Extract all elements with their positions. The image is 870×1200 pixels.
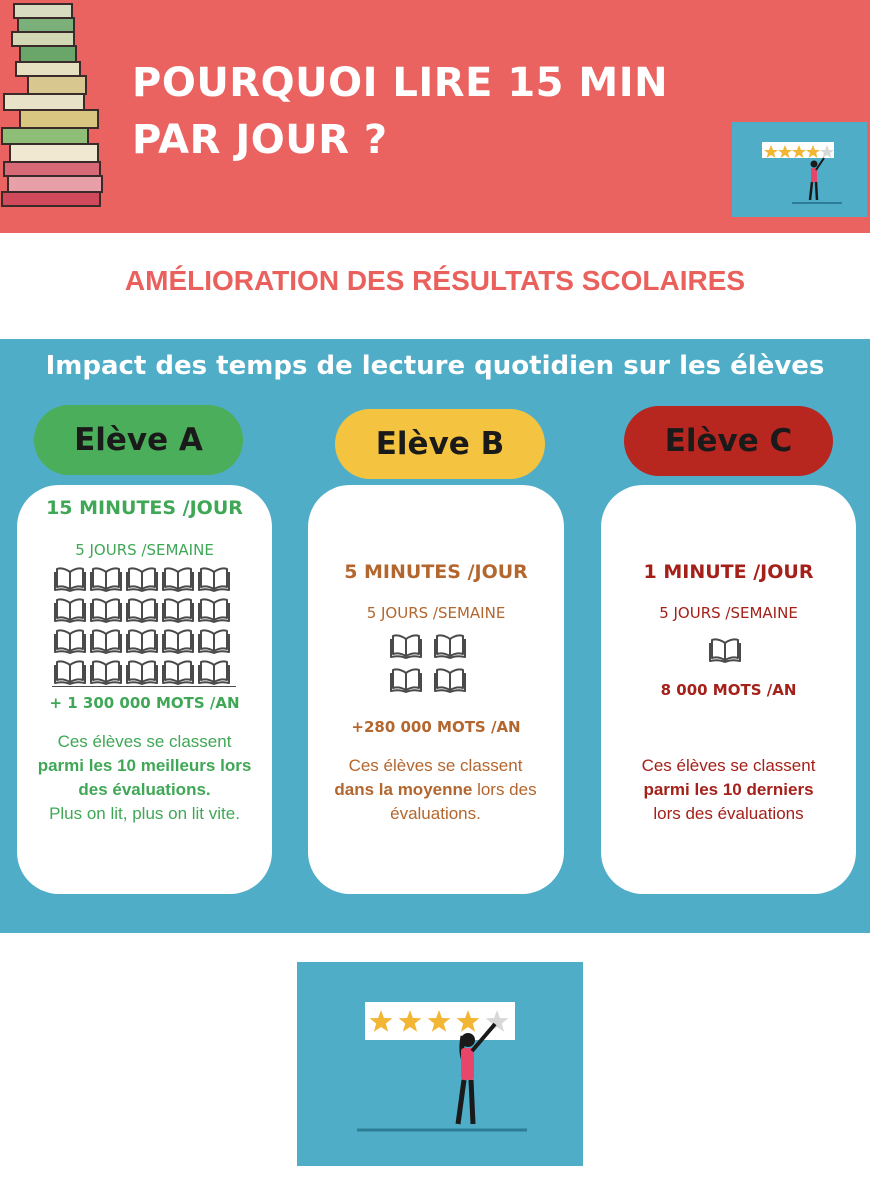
student-a-books-grid (54, 566, 234, 685)
rating-thumbnail-large (297, 962, 583, 1166)
student-a-minutes: 15 MINUTES /JOUR (46, 497, 243, 519)
book-icon (709, 637, 741, 663)
book-icon (54, 597, 86, 623)
student-b-desc-pre: Ces élèves se classent (348, 756, 523, 775)
student-b-card (308, 485, 564, 894)
book-icon (90, 628, 122, 654)
student-c-label (624, 406, 833, 476)
book-icon (126, 566, 158, 592)
rating-illustration-small (732, 122, 867, 217)
book-icon (126, 628, 158, 654)
book-icon (390, 667, 422, 693)
book-icon (198, 597, 230, 623)
book-icon (162, 659, 194, 685)
student-c-desc-post: lors des évaluations (653, 804, 804, 823)
student-b-days: 5 JOURS /SEMAINE (366, 604, 506, 622)
student-a-desc-pre: Ces élèves se classent (57, 732, 232, 751)
student-a-label (34, 405, 243, 475)
student-a-label-text: Elève A (74, 422, 203, 458)
rating-thumbnail-small (732, 122, 867, 217)
book-icon (390, 633, 422, 659)
student-b-minutes: 5 MINUTES /JOUR (344, 561, 528, 583)
book-stack-illustration (0, 0, 112, 215)
student-c-desc-pre: Ces élèves se classent (641, 756, 816, 775)
student-c-card (601, 485, 856, 894)
book-icon (162, 566, 194, 592)
section-subtitle: AMÉLIORATION DES RÉSULTATS SCOLAIRES (124, 265, 746, 296)
book-icon (54, 628, 86, 654)
book-icon (90, 566, 122, 592)
student-b-description (322, 754, 549, 826)
student-b-label-text: Elève B (375, 426, 505, 462)
book-icon (198, 659, 230, 685)
student-a-description (31, 730, 258, 826)
book-icon (126, 597, 158, 623)
student-a-days: 5 JOURS /SEMAINE (75, 541, 214, 559)
student-b-desc-post: lors des évaluations. (390, 780, 537, 823)
title-line-2: PAR JOUR ? (132, 117, 388, 163)
book-icon (434, 633, 466, 659)
book-icon (198, 628, 230, 654)
book-icon (126, 659, 158, 685)
student-b-books-grid (390, 633, 478, 693)
rating-illustration-large (297, 962, 583, 1166)
book-icon (162, 597, 194, 623)
divider (52, 686, 236, 687)
student-c-label-text: Elève C (664, 423, 793, 459)
book-icon (54, 566, 86, 592)
student-b-label (335, 409, 545, 479)
impact-title: Impact des temps de lecture quotidien sur les élèves (45, 351, 825, 381)
student-a-desc-post: Plus on lit, plus on lit vite. (49, 804, 240, 823)
book-icon (54, 659, 86, 685)
book-icon (162, 628, 194, 654)
book-icon (434, 667, 466, 693)
student-a-card (17, 485, 272, 894)
book-icon (90, 597, 122, 623)
student-b-desc-bold: dans la moyenne (334, 780, 473, 799)
student-a-desc-bold: parmi les 10 meilleurs lors des évaluations. (37, 756, 252, 799)
student-a-words: + 1 300 000 MOTS /AN (49, 694, 240, 712)
student-c-days: 5 JOURS /SEMAINE (659, 604, 798, 622)
student-c-description (615, 754, 842, 826)
title-line-1: POURQUOI LIRE 15 MIN (132, 60, 669, 106)
header-banner (0, 0, 870, 233)
book-icon (198, 566, 230, 592)
student-c-words: 8 000 MOTS /AN (660, 681, 797, 699)
page-title (132, 55, 668, 169)
book-icon (90, 659, 122, 685)
student-c-minutes: 1 MINUTE /JOUR (643, 561, 814, 583)
student-c-desc-bold: parmi les 10 derniers (643, 780, 814, 799)
student-c-books-grid (709, 637, 749, 663)
student-b-words: +280 000 MOTS /AN (351, 718, 521, 736)
